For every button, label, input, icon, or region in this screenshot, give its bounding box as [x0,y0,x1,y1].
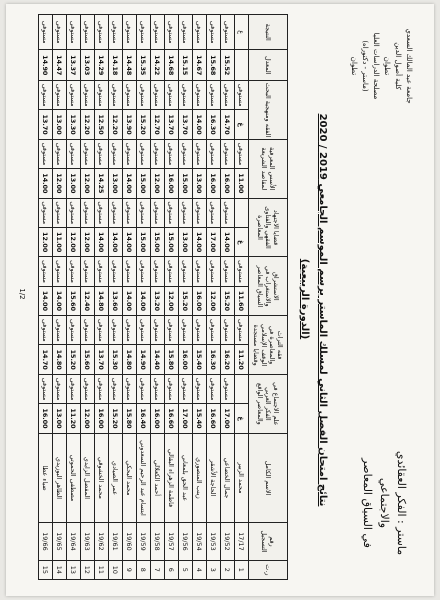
module-6-eval: مستوفى [235,81,249,110]
module-6-grade: غ [235,110,249,140]
module-3-grade: 15.60 [67,286,81,316]
result-status: مستوفى [123,15,137,50]
result-status: مستوفى [221,15,235,50]
module-2-eval: مستوفى [151,316,165,345]
module-2-eval: مستوفى [53,316,67,345]
header-final: المعدل [249,50,288,81]
row-number: 13 [67,560,81,579]
module-2-eval: مستوفى [123,316,137,345]
module-5-eval: مستوفى [151,139,165,168]
university-line: تطوان [383,56,391,76]
row-number: 8 [137,560,151,579]
module-4-eval: مستوفى [165,198,179,227]
module-1-grade: 12.00 [81,404,95,434]
module-5-eval: مستوفى [165,139,179,168]
module-1-grade: 11.20 [67,404,81,434]
university-line: كلية أصول الدين [394,42,402,90]
row-number: 6 [165,560,179,579]
table-row [207,15,221,580]
document-title: نتائج امتحان الفصل الثاني لمسلك الماستر برسم الموسم الجامعي 2019 / 2020 [317,113,328,507]
module-6-eval: مستوفى [137,81,151,110]
module-2-grade: 14.80 [53,345,67,375]
module-4-eval: مستوفى [207,198,221,227]
module-4-grade: 13.00 [179,227,193,257]
module-6-eval: مستوفى [53,81,67,110]
result-status: مستوفى [151,15,165,50]
row-number: 5 [179,560,193,579]
module-6-eval: مستوفى [67,81,81,110]
registration-code: 19/52 [221,523,235,560]
module-4-eval: مستوفى [109,198,123,227]
table-row [53,15,67,580]
header-num: ر.ت [249,560,288,579]
final-average: 14.22 [151,50,165,81]
module-3-eval: مستوفى [235,257,249,286]
final-average: 15.15 [179,50,193,81]
registration-code: 19/58 [151,523,165,560]
result-status: مستوفى [109,15,123,50]
module-2-grade: 16.30 [207,345,221,375]
module-1-grade: غ [235,404,249,434]
final-average: 15.35 [137,50,151,81]
final-average [235,50,249,81]
module-3-grade: 13.60 [109,286,123,316]
registration-code: 19/56 [179,523,193,560]
module-4-grade: 15.00 [151,227,165,257]
module-1-eval: مستوفى [207,374,221,403]
university-line: تطوان [350,56,358,76]
module-1-grade: 13.00 [53,404,67,434]
module-3-eval: مستوفى [39,257,53,286]
module-3-grade: 16.00 [193,286,207,316]
student-name: محمد البحكي [123,433,137,522]
module-2-grade: 15.40 [193,345,207,375]
header-module-6: الفقه ومنهجية البحث [249,81,288,140]
row-number: 7 [151,560,165,579]
module-1-eval: مستوفى [221,374,235,403]
registration-code: 19/63 [81,523,95,560]
module-3-grade: 12.00 [165,286,179,316]
module-1-grade: 16.00 [95,404,109,434]
module-4-eval: مستوفى [123,198,137,227]
student-name: مصطفى الحموتي [67,433,81,522]
result-status: مستوفى [81,15,95,50]
module-5-grade: 16.00 [165,169,179,199]
module-1-eval: مستوفى [67,374,81,403]
module-5-eval: مستوفى [39,139,53,168]
module-2-grade: 14.80 [123,345,137,375]
student-name: فاطمة الزهراء البقالي [165,433,179,522]
registration-code: 19/66 [39,523,53,560]
registration-code: 17/17 [235,523,249,560]
module-5-grade: 14.00 [123,169,137,199]
module-3-grade: 12.40 [81,286,95,316]
module-1-eval: مستوفى [39,374,53,403]
registration-code: 19/65 [53,523,67,560]
module-2-grade: 16.20 [221,345,235,375]
header-code: رقم التسجيل [249,523,288,560]
module-1-grade: 16.60 [165,404,179,434]
module-1-eval: مستوفى [179,374,193,403]
table-row [151,15,165,580]
result-status: مستوفى [39,15,53,50]
module-2-grade: 14.40 [151,345,165,375]
module-2-eval: مستوفى [81,316,95,345]
module-3-eval: مستوفى [165,257,179,286]
module-2-grade: 15.20 [67,345,81,375]
module-3-eval: مستوفى [221,257,235,286]
student-name: ضياء عطا [39,433,53,522]
module-5-eval: مستوفى [67,139,81,168]
module-4-grade: 14.00 [95,227,109,257]
student-name: الحاجة الأشقر [207,433,221,522]
final-average: 15.52 [221,50,235,81]
registration-code: 19/62 [95,523,109,560]
module-6-grade: 13.70 [179,110,193,140]
module-4-grade: 11.00 [53,227,67,257]
module-6-eval: مستوفى [109,81,123,110]
result-status: مستوفى [137,15,151,50]
module-5-grade: 13.00 [109,169,123,199]
module-2-grade: 11.20 [235,345,249,375]
module-4-eval: مستوفى [81,198,95,227]
table-row [193,15,207,580]
header-result: النتيجة [249,15,288,50]
module-3-grade: 14.00 [123,286,137,316]
module-3-grade: 15.20 [179,286,193,316]
result-status: مستوفى [95,15,109,50]
module-5-grade: 11.00 [235,169,249,199]
final-average: 13.03 [81,50,95,81]
module-6-eval: مستوفى [207,81,221,110]
module-2-grade: 15.80 [165,345,179,375]
header-module-1: علم الاجتماع في الفكر العربي والمعاصر الواقع [249,374,288,433]
row-number: 2 [221,560,235,579]
student-name: عمر الصيادي [109,433,123,522]
module-2-eval: مستوفى [39,316,53,345]
result-status: مستوفى [165,15,179,50]
student-name: محمد الخشوقي [95,433,109,522]
header-module-5: الأسس المعرفية لمقاصد الشريعة [249,139,288,198]
module-1-eval: مستوفى [109,374,123,403]
module-4-grade: 12.00 [39,227,53,257]
module-2-eval: مستوفى [207,316,221,345]
module-3-grade: 15.20 [221,286,235,316]
row-number: 3 [207,560,221,579]
master-line-2: في السياق المعاصر [361,458,374,548]
student-name: محمد الزبير [235,433,249,522]
module-3-eval: مستوفى [137,257,151,286]
module-4-grade: 14.00 [193,227,207,257]
module-5-grade: 12.00 [53,169,67,199]
module-4-eval: مستوفى [39,198,53,227]
module-1-grade: 17.00 [221,404,235,434]
module-5-grade: 14.00 [39,169,53,199]
module-1-eval: مستوفى [151,374,165,403]
module-4-grade: 14.00 [123,227,137,257]
module-2-grade: 16.00 [179,345,193,375]
module-5-grade: 12.00 [81,169,95,199]
university-header [348,6,414,126]
module-4-eval: مستوفى [95,198,109,227]
module-2-grade: 14.90 [137,345,151,375]
module-6-grade: 12.50 [95,110,109,140]
header-module-4: قضايا الاجتهاد الفقهي والفتاوى المعاصرة [249,198,288,257]
module-3-eval: مستوفى [207,257,221,286]
module-3-grade: 12.00 [207,286,221,316]
final-average: 15.68 [207,50,221,81]
module-5-grade: 13.00 [193,169,207,199]
student-name: المفضل الزايدي [81,433,95,522]
module-6-grade: 12.20 [109,110,123,140]
module-4-grade: 14.00 [109,227,123,257]
module-1-grade: 15.80 [123,404,137,434]
module-2-eval: مستوفى [179,316,193,345]
module-1-grade: 16.40 [137,404,151,434]
module-3-eval: مستوفى [109,257,123,286]
final-average: 14.29 [95,50,109,81]
module-6-grade: 13.70 [165,110,179,140]
row-number: 11 [95,560,109,579]
module-2-eval: مستوفى [221,316,235,345]
module-4-eval: مستوفى [193,198,207,227]
module-1-grade: 16.00 [151,404,165,434]
module-2-eval: مستوفى [137,316,151,345]
table-row [67,15,81,580]
module-5-grade: 16.00 [207,169,221,199]
module-5-eval: مستوفى [53,139,67,168]
table-row [109,15,123,580]
module-4-grade: 14.00 [221,227,235,257]
module-2-grade: 13.70 [95,345,109,375]
student-name: زينب المنصوري [193,433,207,522]
module-3-grade: 14.80 [95,286,109,316]
module-3-eval: مستوفى [95,257,109,286]
module-6-grade: 16.30 [207,110,221,140]
table-row [165,15,179,580]
registration-code: 19/64 [67,523,81,560]
module-5-eval: مستوفى [95,139,109,168]
page-number: 1/2 [18,288,26,300]
registration-code: 19/54 [193,523,207,560]
module-3-grade: 11.60 [235,286,249,316]
module-6-eval: مستوفى [123,81,137,110]
registration-code: 19/60 [123,523,137,560]
module-3-eval: مستوفى [81,257,95,286]
final-average: 13.37 [67,50,81,81]
table-row [123,15,137,580]
university-line: (ماستر - دكتوراه) [361,40,369,92]
result-status: مستوفى [67,15,81,50]
module-5-grade: 12.00 [151,169,165,199]
row-number: 14 [53,560,67,579]
registration-code: 19/57 [165,523,179,560]
module-2-eval: مستوفى [235,316,249,345]
module-3-grade: 14.00 [53,286,67,316]
module-1-eval: مستوفى [81,374,95,403]
final-average: 14.48 [123,50,137,81]
module-2-grade: 15.30 [109,345,123,375]
module-6-grade: 12.70 [151,110,165,140]
module-3-eval: مستوفى [123,257,137,286]
module-6-eval: مستوفى [39,81,53,110]
module-1-eval: مستوفى [193,374,207,403]
module-1-eval: مستوفى [165,374,179,403]
student-name: ابتسام عبد الرحيم السعدوني [137,433,151,522]
rotated-document [4,4,424,588]
module-4-grade: 15.00 [165,227,179,257]
module-2-grade: 14.70 [39,345,53,375]
row-number: 1 [235,560,249,579]
module-1-eval: مستوفى [95,374,109,403]
module-2-eval: مستوفى [193,316,207,345]
module-6-grade: 12.20 [81,110,95,140]
master-program [359,428,410,578]
student-name: جمال الخضاعي [221,433,235,522]
module-3-eval: مستوفى [67,257,81,286]
module-6-eval: مستوفى [221,81,235,110]
module-3-eval: مستوفى [193,257,207,286]
module-6-grade: 13.00 [53,110,67,140]
final-average: 14.68 [165,50,179,81]
module-5-eval: مستوفى [221,139,235,168]
module-6-eval: مستوفى [165,81,179,110]
module-4-grade: غ [235,227,249,257]
student-name: الطاهر البوزيدي [53,433,67,522]
final-average: 14.18 [109,50,123,81]
module-1-grade: 16.00 [39,404,53,434]
result-status: مستوفى [179,15,193,50]
row-number: 9 [123,560,137,579]
module-2-eval: مستوفى [109,316,123,345]
result-status: غ [235,15,249,50]
module-6-grade: 15.20 [137,110,151,140]
row-number: 15 [39,560,53,579]
module-5-eval: مستوفى [207,139,221,168]
module-5-eval: مستوفى [179,139,193,168]
module-1-eval: مستوفى [137,374,151,403]
module-1-eval: مستوفى [53,374,67,403]
module-6-grade: 14.70 [221,110,235,140]
results-table [38,14,288,580]
header-module-2: فقه التراث والمعاصرة في الوقف الإسلامي وقضايا مستجدة [249,316,288,375]
module-5-grade: 16.00 [221,169,235,199]
table-row [81,15,95,580]
module-3-grade: 14.00 [137,286,151,316]
result-status: مستوفى [207,15,221,50]
module-4-grade: 15.00 [137,227,151,257]
row-number: 12 [81,560,95,579]
session-label: (الدورة الربيعية) [299,258,310,340]
module-3-grade: 13.20 [151,286,165,316]
table-row [95,15,109,580]
module-6-grade: 14.00 [193,110,207,140]
module-5-grade: 13.00 [67,169,81,199]
module-2-eval: مستوفى [95,316,109,345]
table-row [235,15,249,580]
student-name: أحمد الكعلالي [151,433,165,522]
module-5-grade: 15.00 [179,169,193,199]
module-4-eval: مستوفى [53,198,67,227]
row-number: 10 [109,560,123,579]
module-6-grade: 13.90 [123,110,137,140]
table-row [179,15,193,580]
registration-code: 19/53 [207,523,221,560]
header-name: الاسم الكامل [249,433,288,522]
module-4-eval: مستوفى [137,198,151,227]
module-1-grade: 16.60 [207,404,221,434]
module-3-eval: مستوفى [179,257,193,286]
module-2-grade: 15.60 [81,345,95,375]
module-6-grade: 13.30 [67,110,81,140]
module-1-grade: 17.00 [179,404,193,434]
final-average: 14.90 [39,50,53,81]
module-3-grade: 14.00 [39,286,53,316]
table-row [137,15,151,580]
module-6-eval: مستوفى [193,81,207,110]
row-number: 4 [193,560,207,579]
module-6-eval: مستوفى [81,81,95,110]
module-5-eval: مستوفى [235,139,249,168]
module-6-eval: مستوفى [151,81,165,110]
module-6-grade: 13.70 [39,110,53,140]
module-5-eval: مستوفى [193,139,207,168]
table-row [39,15,53,580]
module-4-grade: 17.00 [207,227,221,257]
final-average: 14.67 [193,50,207,81]
module-6-eval: مستوفى [179,81,193,110]
module-5-grade: 14.25 [95,169,109,199]
registration-code: 19/61 [109,523,123,560]
module-4-eval: مستوفى [179,198,193,227]
module-4-eval [235,198,249,227]
university-line: مصلحة الدراسات العليا [372,32,380,100]
module-6-eval: مستوفى [95,81,109,110]
module-2-eval: مستوفى [67,316,81,345]
module-5-eval: مستوفى [123,139,137,168]
table-header-row [249,15,288,580]
result-status: مستوفى [193,15,207,50]
module-4-eval: مستوفى [221,198,235,227]
module-1-eval: مستوفى [123,374,137,403]
module-1-eval [235,374,249,403]
module-4-eval: مستوفى [67,198,81,227]
module-5-eval: مستوفى [81,139,95,168]
module-4-grade: 12.00 [81,227,95,257]
module-3-eval: مستوفى [151,257,165,286]
student-name: عبد الحق بلمعاني [179,433,193,522]
header-module-3: الاستشراق والاستغراب في السياق المعاصر [249,257,288,316]
final-average: 14.47 [53,50,67,81]
module-2-eval: مستوفى [165,316,179,345]
result-status: مستوفى [53,15,67,50]
module-4-grade: 12.00 [67,227,81,257]
module-4-eval: مستوفى [151,198,165,227]
master-line-1: ماستر : الفكر العقائدي والاجتماعي [378,450,408,556]
table-row [221,15,235,580]
university-line: جامعة عبد المالك السعدي [405,28,413,104]
module-5-grade: 15.00 [137,169,151,199]
module-1-grade: 15.40 [193,404,207,434]
module-1-grade: 15.20 [109,404,123,434]
module-3-eval: مستوفى [53,257,67,286]
module-5-eval: مستوفى [109,139,123,168]
registration-code: 19/59 [137,523,151,560]
module-5-eval: مستوفى [137,139,151,168]
